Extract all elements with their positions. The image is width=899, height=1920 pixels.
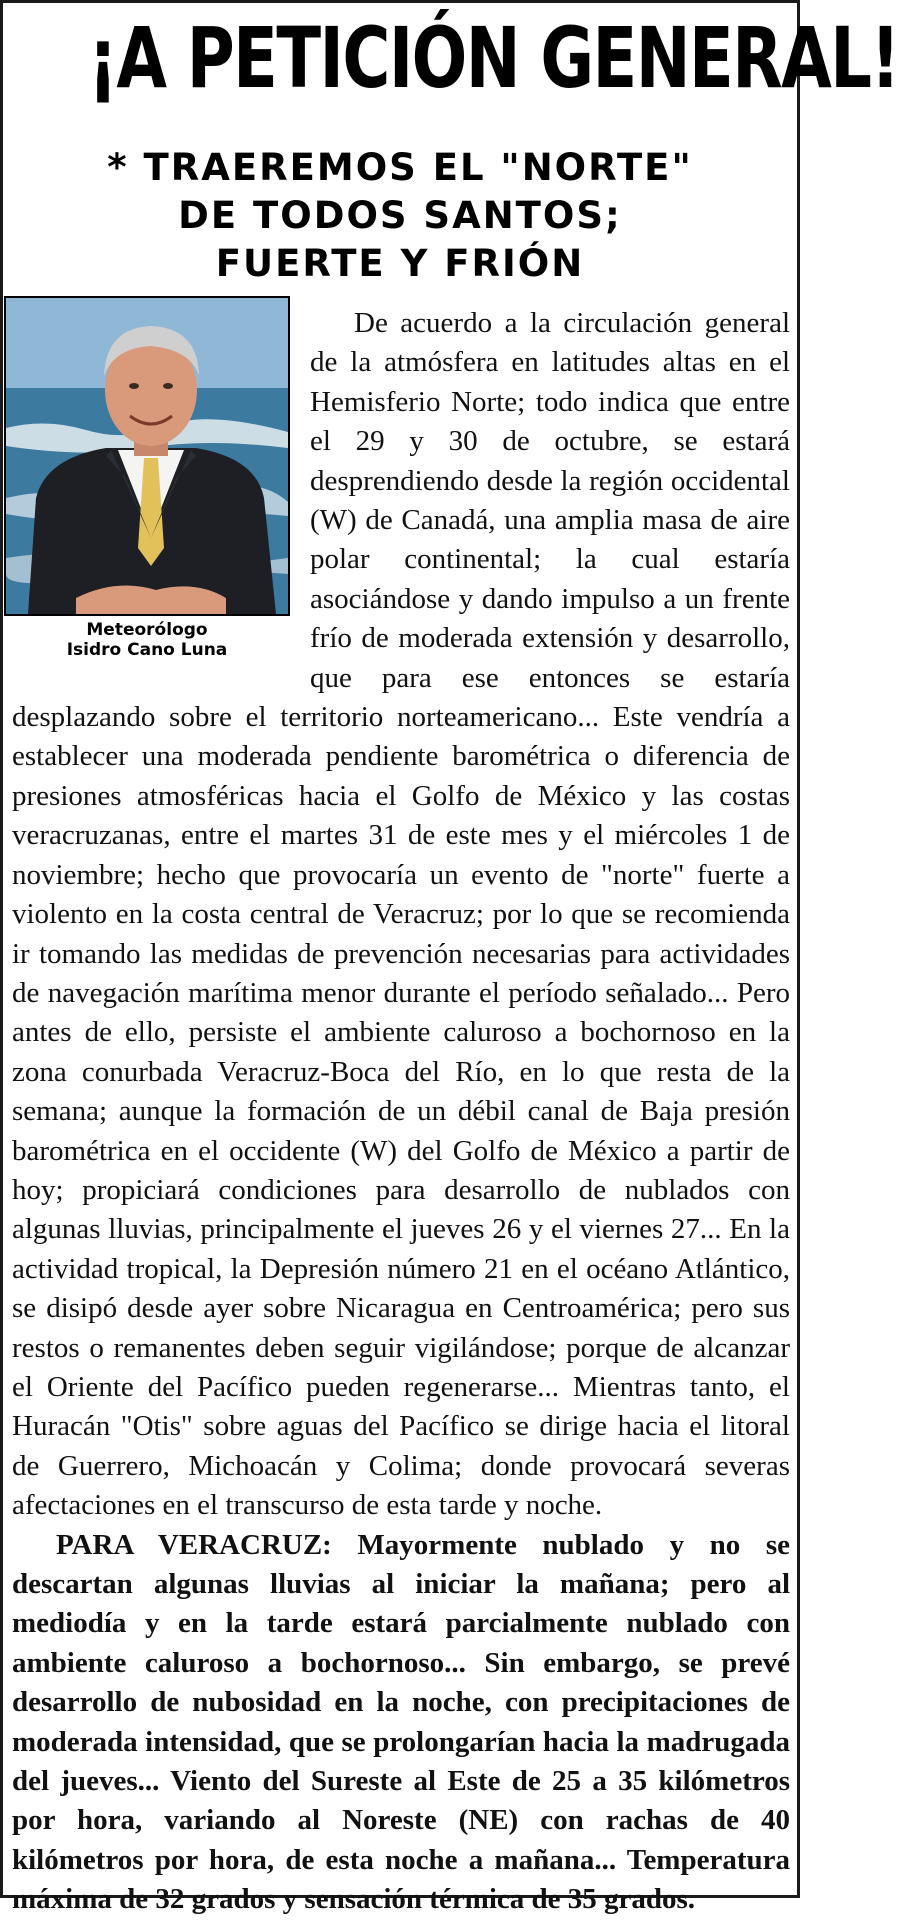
hands [76,586,226,615]
subheadline-line-1: * TRAEREMOS EL "NORTE" [107,146,693,189]
subheadline [40,144,760,288]
forecast-text: Mayormente nublado y no se descartan algunas lluvias al iniciar la mañana; pero al mediodía y en la tarde estará parcialmente nublado con ambiente caluroso a bochornoso... Sin embargo, se prevé desarrollo de nubosidad en la noche, con precipitaciones de moderada intensidad, que se prolongarían hacia la madrugada del jueves... Viento del Sureste al Este de 25 a 35 kilómetros por hora, variando al Noreste (NE) con rachas de 40 kilómetros por hora, de esta noche a mañana... Temperatura máxima de 32 grados y sensación térmica de 35 grados. [12,1528,790,1916]
eye [129,383,139,389]
caption-title: Meteorólogo [86,620,208,640]
photo-caption [4,620,290,660]
eye [163,383,173,389]
forecast-paragraph [12,1526,790,1920]
subheadline-line-3: FUERTE Y FRIÓN [215,242,585,285]
headline: ¡A PETICIÓN GENERAL! [88,9,899,107]
article-paragraph-1: De acuerdo a la circulación general de la atmósfera en latitudes altas en el Hemisferio Norte; todo indica que entre el 29 y 30 de octubre, se estará desprendiendo desde la región occidental (W) de Canadá, una amplia masa de aire polar continental; la cual estaría asociándose y dando impulso a un frente frío de moderada extensión y desarrollo, que para ese entonces se estaría desplazando sobre el territorio norteamericano... Este vendría a establecer una moderada pendiente barométrica o diferencia de presiones atmosféricas hacia el Golfo de México y las costas veracruzanas, entre el martes 31 de este mes y el miércoles 1 de noviembre; hecho que provocaría un evento de "norte" fuerte a violento en la costa central de Veracruz; por lo que se recomienda ir tomando las medidas de prevención necesarias para actividades de navegación marítima menor durante el período señalado... Pero antes de ello, persiste el ambiente caluroso a bochornoso en la zona conurbada Veracruz-Boca del Río, en lo que resta de la semana; aunque la formación de un débil canal de Baja presión barométrica en el occidente (W) del Golfo de México a partir de hoy; propiciará condiciones para desarrollo de nublados con algunas lluvias, principalmente el jueves 26 y el viernes 27... En la actividad tropical, la Depresión número 21 en el océano Atlántico, se disipó desde ayer sobre Nicaragua en Centroamérica; pero sus restos o remanentes deben seguir vigilándose; porque de alcanzar el Oriente del Pacífico pueden regenerarse... Mientras tanto, el Huracán "Otis" sobre aguas del Pacífico se dirige hacia el litoral de Guerrero, Michoacán y Colima; donde provocará severas afectaciones en el transcurso de esta tarde y noche. [12,307,790,1522]
portrait-illustration [6,298,288,614]
meteorologist-photo [4,296,290,616]
caption-name: Isidro Cano Luna [66,640,228,660]
forecast-label: PARA VERACRUZ: [56,1528,332,1561]
subheadline-line-2: DE TODOS SANTOS; [178,194,622,237]
